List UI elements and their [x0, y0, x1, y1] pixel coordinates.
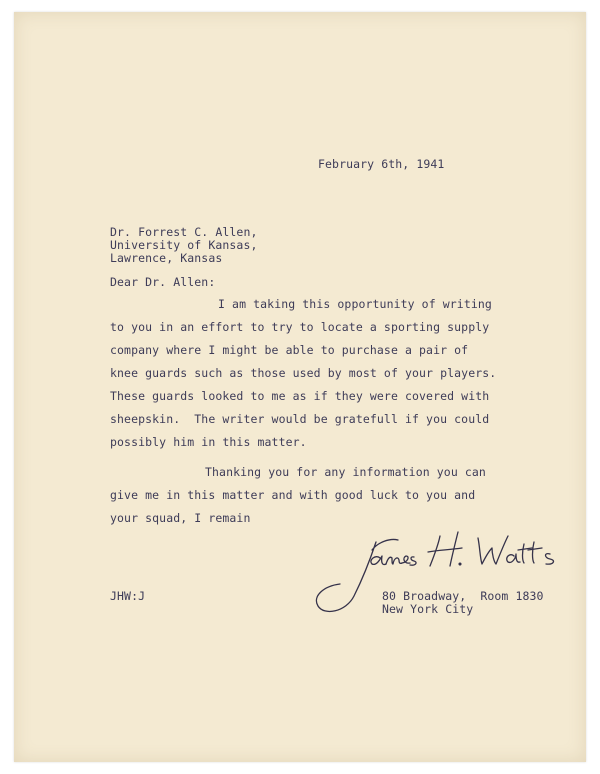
body-line: sheepskin. The writer would be gratefull if you could: [110, 412, 490, 426]
body-line: I am taking this opportunity of writing: [218, 297, 492, 311]
letter-paper: [14, 12, 586, 762]
recipient-name: Dr. Forrest C. Allen,: [110, 225, 258, 239]
recipient-location: Lawrence, Kansas: [110, 251, 223, 265]
body-line: These guards looked to me as if they were covered with: [110, 389, 490, 403]
sender-city: New York City: [382, 602, 474, 616]
body-line: your squad, I remain: [110, 511, 251, 525]
letter-date: February 6th, 1941: [318, 157, 445, 171]
recipient-institution: University of Kansas,: [110, 238, 258, 252]
body-line: to you in an effort to try to locate a sporting supply: [110, 320, 490, 334]
body-line: knee guards such as those used by most of your players.: [110, 366, 497, 380]
sender-street-address: 80 Broadway, Room 1830: [382, 589, 544, 603]
salutation: Dear Dr. Allen:: [110, 275, 216, 289]
body-line: Thanking you for any information you can: [205, 465, 486, 479]
body-line: possibly him in this matter.: [110, 435, 307, 449]
body-line: give me in this matter and with good luck to you and: [110, 488, 476, 502]
typist-initials: JHW:J: [110, 589, 146, 603]
body-line: company where I might be able to purchase a pair of: [110, 343, 469, 357]
